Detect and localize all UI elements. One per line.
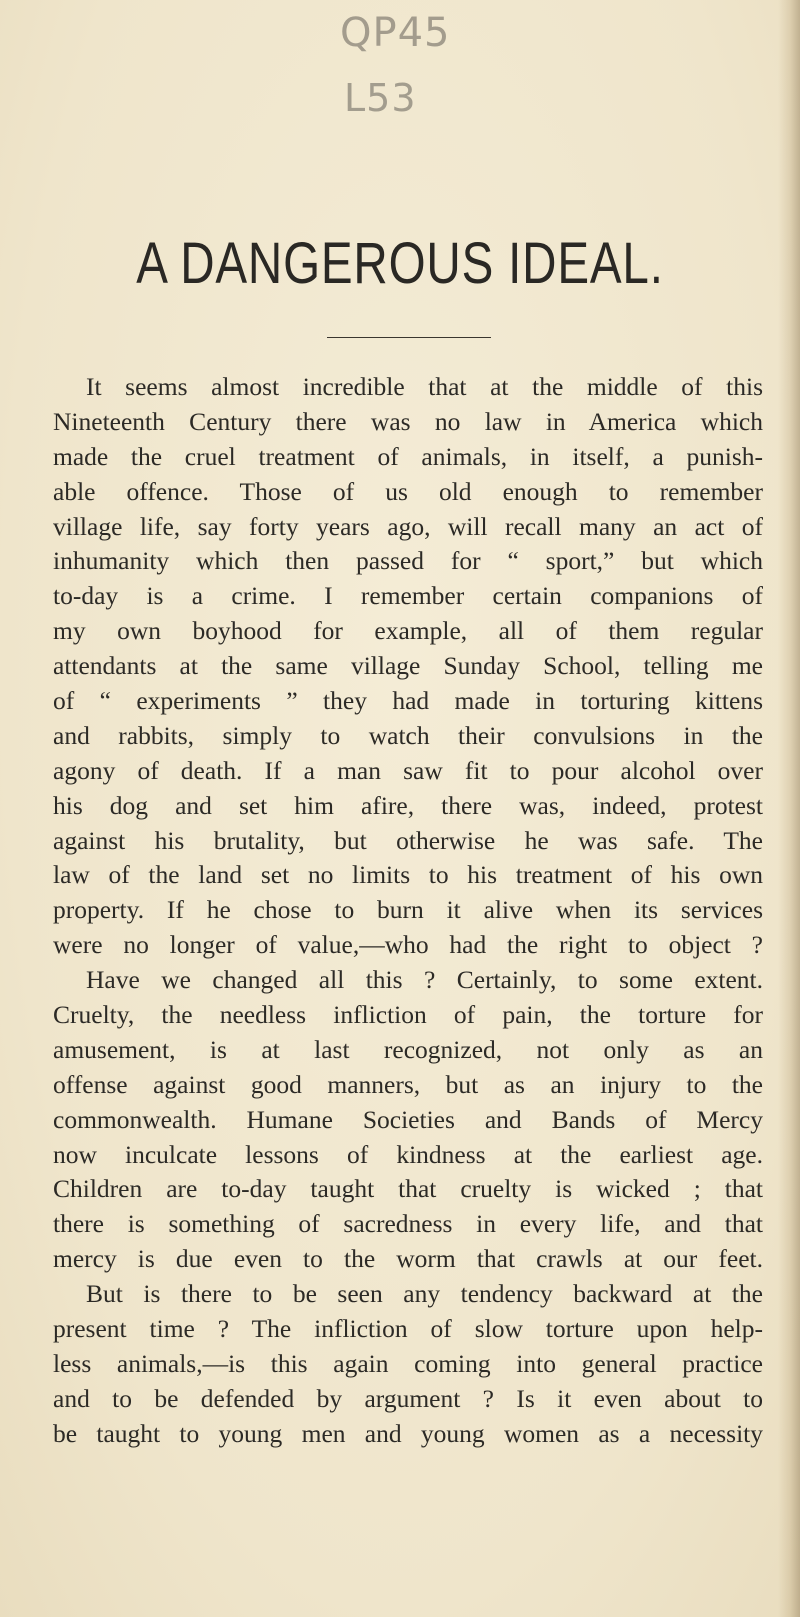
text-line: and to be defended by argument ? Is it even about to bbox=[53, 1383, 763, 1413]
text-line: against his brutality, but otherwise he was safe. The bbox=[53, 825, 763, 855]
text-line: be taught to young men and young women as a necessity bbox=[53, 1418, 763, 1448]
text-line: Cruelty, the needless infliction of pain, the torture for bbox=[53, 1000, 763, 1030]
text-line: of “ experiments ” they had made in torturing kittens bbox=[53, 686, 763, 716]
text-line: to-day is a crime. I remember certain companions of bbox=[53, 581, 763, 611]
text-line: village life, say forty years ago, will recall many an act of bbox=[53, 511, 763, 541]
text-line: his dog and set him afire, there was, indeed, protest bbox=[53, 790, 763, 820]
text-line: my own boyhood for example, all of them regular bbox=[53, 616, 763, 646]
call-number-line2: L53 bbox=[344, 76, 417, 120]
text-line: Have we changed all this ? Certainly, to some extent. bbox=[86, 965, 763, 995]
text-line: property. If he chose to burn it alive when its services bbox=[53, 895, 763, 925]
text-line: made the cruel treatment of animals, in itself, a punish- bbox=[53, 441, 763, 471]
text-line: now inculcate lessons of kindness at the earliest age. bbox=[53, 1139, 763, 1169]
text-line: Children are to-day taught that cruelty is wicked ; that bbox=[53, 1174, 763, 1204]
text-line: less animals,—is this again coming into general practice bbox=[53, 1348, 763, 1378]
text-line: were no longer of value,—who had the right to object ? bbox=[53, 930, 763, 960]
text-line: offense against good manners, but as an injury to the bbox=[53, 1069, 763, 1099]
text-line: inhumanity which then passed for “ sport,” but which bbox=[53, 546, 763, 576]
text-line: law of the land set no limits to his treatment of his own bbox=[53, 860, 763, 890]
text-line: and rabbits, simply to watch their convulsions in the bbox=[53, 720, 763, 750]
text-line: there is something of sacredness in every life, and that bbox=[53, 1209, 763, 1239]
text-line: Nineteenth Century there was no law in America which bbox=[53, 406, 763, 436]
text-line: mercy is due even to the worm that crawls at our feet. bbox=[53, 1244, 763, 1274]
text-line: But is there to be seen any tendency backward at the bbox=[86, 1279, 763, 1309]
text-line: commonwealth. Humane Societies and Bands of Mercy bbox=[53, 1104, 763, 1134]
text-line: present time ? The infliction of slow torture upon help- bbox=[53, 1314, 763, 1344]
document-body bbox=[53, 370, 763, 1452]
call-number-line1: QP45 bbox=[340, 10, 451, 56]
text-line: agony of death. If a man saw fit to pour alcohol over bbox=[53, 755, 763, 785]
text-line: amusement, is at last recognized, not only as an bbox=[53, 1034, 763, 1064]
document-title: A DANGEROUS IDEAL. bbox=[136, 231, 664, 296]
text-line: attendants at the same village Sunday School, telling me bbox=[53, 651, 763, 681]
text-line: able offence. Those of us old enough to remember bbox=[53, 476, 763, 506]
text-line: It seems almost incredible that at the middle of this bbox=[86, 372, 763, 401]
title-divider bbox=[327, 337, 491, 338]
